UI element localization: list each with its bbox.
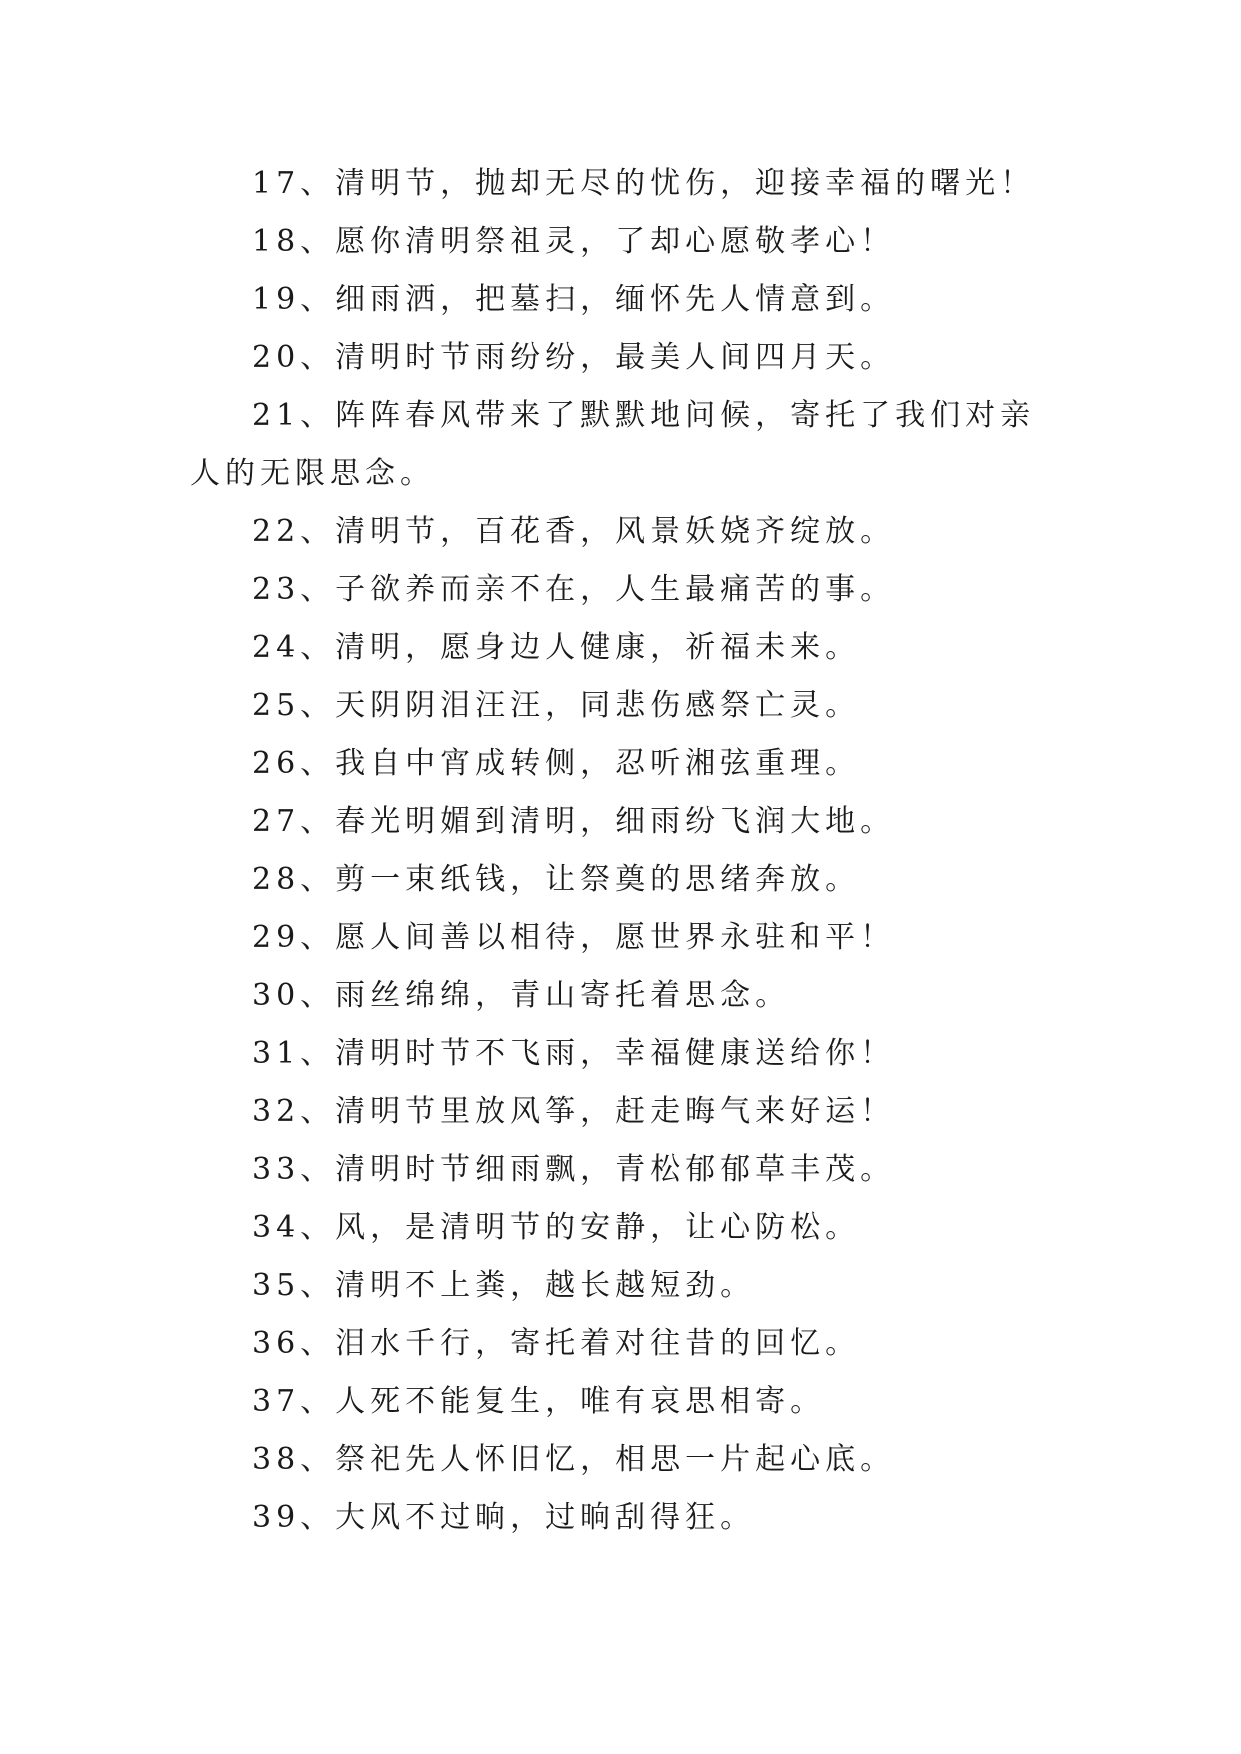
paragraph-34: 34、风，是清明节的安静，让心防松。: [252, 1210, 861, 1245]
paragraph-37: 37、人死不能复生，唯有哀思相寄。: [252, 1384, 826, 1419]
paragraph-31: 31、清明时节不飞雨，幸福健康送给你！: [252, 1036, 896, 1071]
paragraph-26: 26、我自中宵成转侧，忍听湘弦重理。: [252, 746, 861, 781]
paragraph-33: 33、清明时节细雨飘，青松郁郁草丰茂。: [252, 1152, 896, 1187]
paragraph-36: 36、泪水千行，寄托着对往昔的回忆。: [252, 1326, 861, 1361]
paragraph-24: 24、清明，愿身边人健康，祈福未来。: [252, 630, 861, 665]
paragraph-35: 35、清明不上粪，越长越短劲。: [252, 1268, 756, 1303]
paragraph-32: 32、清明节里放风筝，赶走晦气来好运！: [252, 1094, 896, 1129]
paragraph-18: 18、愿你清明祭祖灵，了却心愿敬孝心！: [252, 224, 896, 259]
paragraph-23: 23、子欲养而亲不在，人生最痛苦的事。: [252, 572, 896, 607]
paragraph-25: 25、天阴阴泪汪汪，同悲伤感祭亡灵。: [252, 688, 861, 723]
paragraph-30: 30、雨丝绵绵，青山寄托着思念。: [252, 978, 791, 1013]
paragraph-22: 22、清明节，百花香，风景妖娆齐绽放。: [252, 514, 896, 549]
paragraph-39: 39、大风不过晌，过晌刮得狂。: [252, 1500, 756, 1535]
paragraph-28: 28、剪一束纸钱，让祭奠的思绪奔放。: [252, 862, 861, 897]
document-body: [190, 155, 1060, 1547]
paragraph-29: 29、愿人间善以相待，愿世界永驻和平！: [252, 920, 896, 955]
paragraph-17: 17、清明节，抛却无尽的忧伤，迎接幸福的曙光！: [252, 166, 1036, 201]
paragraph-19: 19、细雨洒，把墓扫，缅怀先人情意到。: [252, 282, 896, 317]
paragraph-20: 20、清明时节雨纷纷，最美人间四月天。: [252, 340, 896, 375]
paragraph-21: 21、阵阵春风带来了默默地问候，寄托了我们对亲人的无限思念。: [190, 398, 1036, 491]
paragraph-38: 38、祭祀先人怀旧忆，相思一片起心底。: [252, 1442, 896, 1477]
paragraph-27: 27、春光明媚到清明，细雨纷飞润大地。: [252, 804, 896, 839]
